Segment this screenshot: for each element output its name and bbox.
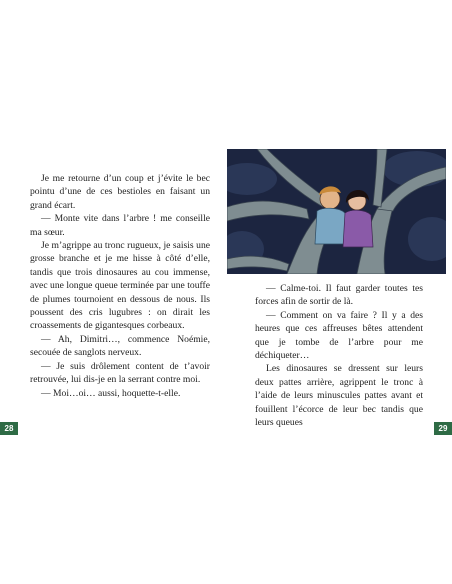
- paragraph: — Ah, Dimitri…, commence Noémie, secouée de sanglots nerveux.: [30, 333, 210, 359]
- paragraph: — Moi…oi… aussi, hoquette-t-elle.: [41, 387, 181, 399]
- page-number-right: 29: [434, 422, 452, 435]
- paragraph: — Monte vite dans l’arbre ! me conseille ma sœur.: [30, 213, 210, 238]
- paragraph: Je m’agrippe au tronc rugueux, je saisis une grosse branche et je me hisse à côté d’elle, tandis que trois dinosaures au cou immense, avec une longue queue terminée par une touffe de plumes tournoient en dessous de nous. Ils poussent des cris lugubres : on dirait les croassements de gigantesques corbeaux.: [30, 240, 210, 332]
- page-number-left: 28: [0, 422, 18, 435]
- paragraph: Je me retourne d’un coup et j’évite le bec pointu d’une de ces bestioles en faisant un grand écart.: [30, 173, 210, 211]
- paragraph: Les dinosaures se dressent sur leurs deux pattes arrière, agrippent le tronc à l’aide de leurs minuscules pattes avant et fouillent l’écorce de leur bec tandis que leurs queues: [255, 363, 423, 429]
- night-tree-illustration: [227, 149, 446, 274]
- paragraph: — Calme-toi. Il faut garder toutes tes forces afin de sortir de là.: [255, 283, 423, 308]
- paragraph: — Comment on va faire ? Il y a des heures que ces affreuses bêtes attendent que je tombe de l’arbre pour me déchiqueter…: [255, 309, 423, 362]
- right-page-text: [255, 282, 423, 429]
- girl-figure: [343, 190, 373, 247]
- paragraph: — Je suis drôlement content de t’avoir retrouvée, lui dis-je en la serrant contre moi.: [30, 360, 210, 386]
- illustration-svg: [227, 149, 446, 274]
- left-page-text: [30, 172, 210, 400]
